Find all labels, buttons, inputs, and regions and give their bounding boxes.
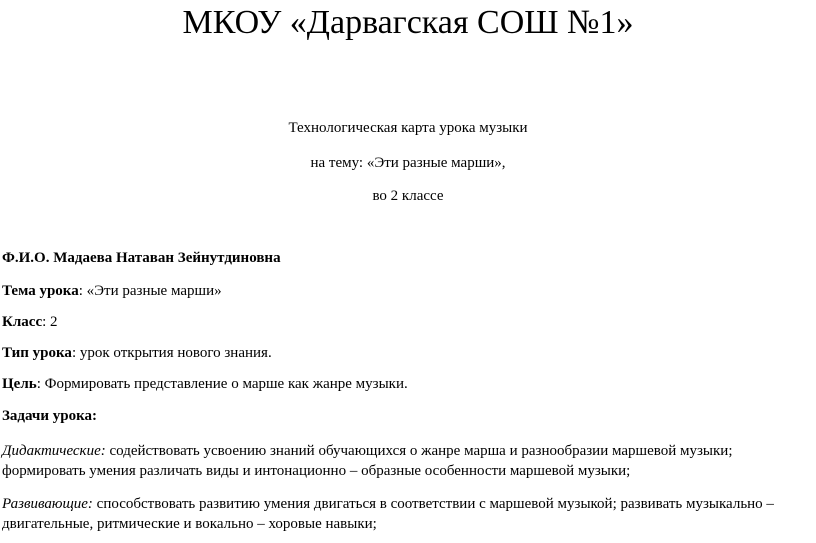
goal-label: Цель bbox=[2, 376, 37, 392]
developing-text1: способствовать развитию умения двигаться в соответствии с маршевой музыкой; развивать музыкально – bbox=[92, 496, 774, 512]
class-value: : 2 bbox=[42, 314, 58, 330]
lesson-topic-line: на тему: «Эти разные марши», bbox=[310, 155, 506, 171]
lesson-grade-line: во 2 классе bbox=[372, 188, 444, 204]
lesson-type-value: : урок открытия нового знания. bbox=[71, 345, 272, 361]
didactic-text2: формировать умения различать виды и интонационно – образные особенности маршевой музыки; bbox=[2, 463, 631, 479]
didactic-task-line1 bbox=[2, 441, 814, 461]
developing-label: Развивающие: bbox=[2, 496, 93, 512]
class-row bbox=[2, 312, 814, 332]
teacher-name bbox=[2, 248, 814, 268]
developing-text2: двигательные, ритмические и вокально – хоровые навыки; bbox=[2, 516, 377, 532]
didactic-task-line2 bbox=[2, 461, 814, 481]
topic-row bbox=[2, 281, 814, 301]
school-title: МКОУ «Дарвагская СОШ №1» bbox=[182, 4, 634, 41]
goal-row bbox=[2, 374, 814, 394]
goal-value: : Формировать представление о марше как жанре музыки. bbox=[36, 376, 408, 392]
class-label: Класс bbox=[2, 314, 43, 330]
teacher-name-text: Ф.И.О. Мадаева Натаван Зейнутдиновна bbox=[2, 250, 281, 266]
didactic-text1: содействовать усвоению знаний обучающихся о жанре марша и разнообразии маршевой музыки; bbox=[105, 443, 733, 459]
topic-label: Тема урока bbox=[2, 283, 79, 299]
tasks-heading-text: Задачи урока: bbox=[2, 408, 98, 424]
topic-value: : «Эти разные марши» bbox=[78, 283, 222, 299]
developing-task-line1 bbox=[2, 494, 814, 514]
developing-task-line2 bbox=[2, 514, 814, 534]
lesson-card-title: Технологическая карта урока музыки bbox=[288, 120, 528, 136]
didactic-label: Дидактические: bbox=[2, 443, 106, 459]
tasks-heading bbox=[2, 406, 814, 426]
lesson-type-row bbox=[2, 343, 814, 363]
lesson-type-label: Тип урока bbox=[2, 345, 72, 361]
